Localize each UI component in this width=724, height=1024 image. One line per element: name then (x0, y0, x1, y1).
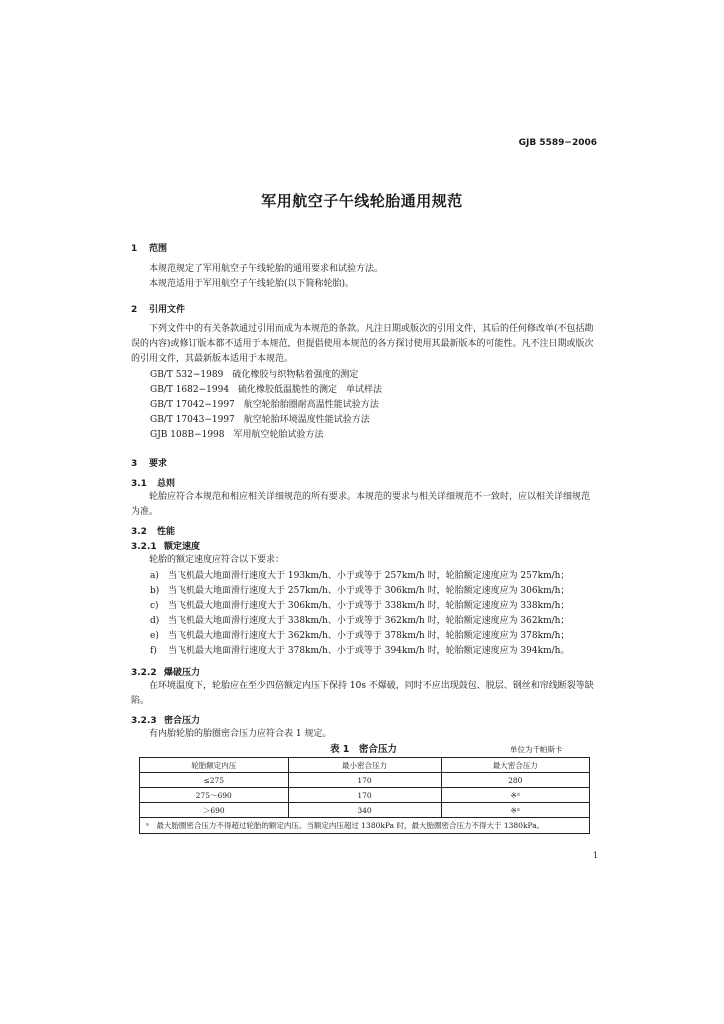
paragraph: 本规范适用于军用航空子午线轮胎(以下简称轮胎)。 (149, 279, 355, 289)
section-number: 3.1 (131, 479, 147, 489)
table-cell: 275～690 (140, 788, 289, 803)
reference-item: GJB 108B−1998 军用航空轮胎试验方法 (150, 430, 324, 440)
table-caption: 表 1 密合压力 (330, 744, 397, 755)
section-title: 总则 (157, 479, 176, 489)
section-3-2-2-heading (131, 665, 200, 678)
section-3-1-heading (131, 476, 175, 489)
list-text: 当飞机最大地面滑行速度大于 338km/h、小于或等于 362km/h 时，轮胎额定速度应为 362km/h； (168, 616, 570, 626)
list-text: 当飞机最大地面滑行速度大于 193km/h、小于或等于 257km/h 时，轮胎额定速度应为 257km/h； (168, 571, 570, 581)
table-cell: 280 (441, 773, 590, 788)
section-3-2-3-heading (131, 713, 200, 726)
table-cell: 170 (288, 788, 441, 803)
table-header-row (140, 758, 590, 773)
section-3-2-1-heading (131, 539, 200, 552)
table-header-cell: 最小密合压力 (288, 758, 441, 773)
list-label: d) (150, 616, 160, 626)
section-title: 引用文件 (149, 305, 186, 315)
section-title: 爆破压力 (164, 668, 201, 678)
list-text: 当飞机最大地面滑行速度大于 257km/h、小于或等于 306km/h 时，轮胎额定速度应为 306km/h； (168, 586, 570, 596)
paragraph: 在环境温度下，轮胎应在至少四倍额定内压下保持 10s 不爆破，同时不应出现鼓包、脱层、钢丝和帘线断裂等缺陷。 (131, 681, 594, 706)
list-item (150, 584, 600, 599)
reference-item: GB/T 17042−1997 航空轮胎胎圈耐高温性能试验方法 (150, 400, 379, 410)
section-number: 3.2.1 (131, 542, 157, 552)
list-item (150, 599, 600, 614)
table-header-cell: 最大密合压力 (441, 758, 590, 773)
section-number: 3.2.2 (131, 668, 157, 678)
table-cell: 340 (288, 803, 441, 818)
seating-pressure-table (139, 757, 590, 834)
list-item (150, 629, 600, 644)
section-title: 性能 (157, 527, 176, 537)
section-2-heading (131, 302, 185, 315)
table-cell: ≤275 (140, 773, 289, 788)
reference-item: GB/T 532−1989 硫化橡胶与织物粘着强度的测定 (150, 370, 359, 380)
section-number: 3 (131, 459, 138, 469)
section-number: 1 (131, 244, 138, 254)
table-footnote: ᵃ 最大胎圈密合压力不得超过轮胎的额定内压。当额定内压超过 1380kPa 时，最大胎圈密合压力不得大于 1380kPa。 (140, 818, 590, 834)
table-header-cell: 轮胎额定内压 (140, 758, 289, 773)
paragraph: 轮胎应符合本规范和相应相关详细规范的所有要求。本规范的要求与相关详细规范不一致时，应以相关详细规范为准。 (131, 492, 591, 517)
section-1-heading (131, 241, 167, 254)
reference-list (150, 368, 382, 443)
section-number: 3.2 (131, 527, 147, 537)
section-title: 额定速度 (164, 542, 201, 552)
paragraph: 本规范规定了军用航空子午线轮胎的通用要求和试验方法。 (149, 264, 384, 274)
list-item (150, 569, 600, 584)
table-row (140, 773, 590, 788)
table-row (140, 788, 590, 803)
list-item (150, 644, 600, 659)
standard-code: GJB 5589−2006 (518, 138, 597, 148)
table-cell: ※ᵃ (441, 803, 590, 818)
section-title: 范围 (149, 244, 168, 254)
section-3-2-heading (131, 524, 175, 537)
list-item (150, 614, 600, 629)
section-title: 要求 (149, 459, 168, 469)
list-text: 当飞机最大地面滑行速度大于 306km/h、小于或等于 338km/h 时，轮胎额定速度应为 338km/h； (168, 601, 570, 611)
section-number: 2 (131, 305, 138, 315)
section-number: 3.2.3 (131, 716, 157, 726)
paragraph: 有内胎轮胎的胎圈密合压力应符合表 1 规定。 (149, 729, 332, 739)
table-footnote-row (140, 818, 590, 834)
paragraph: 下列文件中的有关条款通过引用而成为本规范的条款。凡注日期或版次的引用文件，其后的任何修改单(不包括勘误的内容)或修订版本都不适用于本规范，但提倡使用本规范的各方探讨使用其最新版本的可能性。凡不注日期或版次的引用文件，其最新版本适用于本规范。 (131, 324, 594, 364)
document-title: 军用航空子午线轮胎通用规范 (261, 192, 463, 210)
table-unit: 单位为千帕斯卡 (510, 745, 563, 754)
page-number: 1 (593, 851, 599, 860)
list-label: b) (150, 586, 160, 596)
table-cell: ＞690 (140, 803, 289, 818)
table-cell: ※ᵃ (441, 788, 590, 803)
reference-item: GB/T 1682−1994 硫化橡胶低温脆性的测定 单试样法 (150, 385, 383, 395)
table-row (140, 803, 590, 818)
section-3-heading (131, 456, 167, 469)
list-label: a) (150, 571, 159, 581)
section-title: 密合压力 (164, 716, 201, 726)
list-label: e) (150, 631, 159, 641)
list-label: c) (150, 601, 159, 611)
list-label: f) (150, 646, 157, 656)
table-cell: 170 (288, 773, 441, 788)
list-text: 当飞机最大地面滑行速度大于 378km/h、小于或等于 394km/h 时，轮胎额定速度应为 394km/h。 (168, 646, 570, 656)
paragraph: 轮胎的额定速度应符合以下要求： (149, 555, 285, 565)
reference-item: GB/T 17043−1997 航空轮胎环境温度性能试验方法 (150, 415, 370, 425)
list-text: 当飞机最大地面滑行速度大于 362km/h、小于或等于 378km/h 时，轮胎额定速度应为 378km/h； (168, 631, 570, 641)
speed-list (150, 569, 600, 659)
